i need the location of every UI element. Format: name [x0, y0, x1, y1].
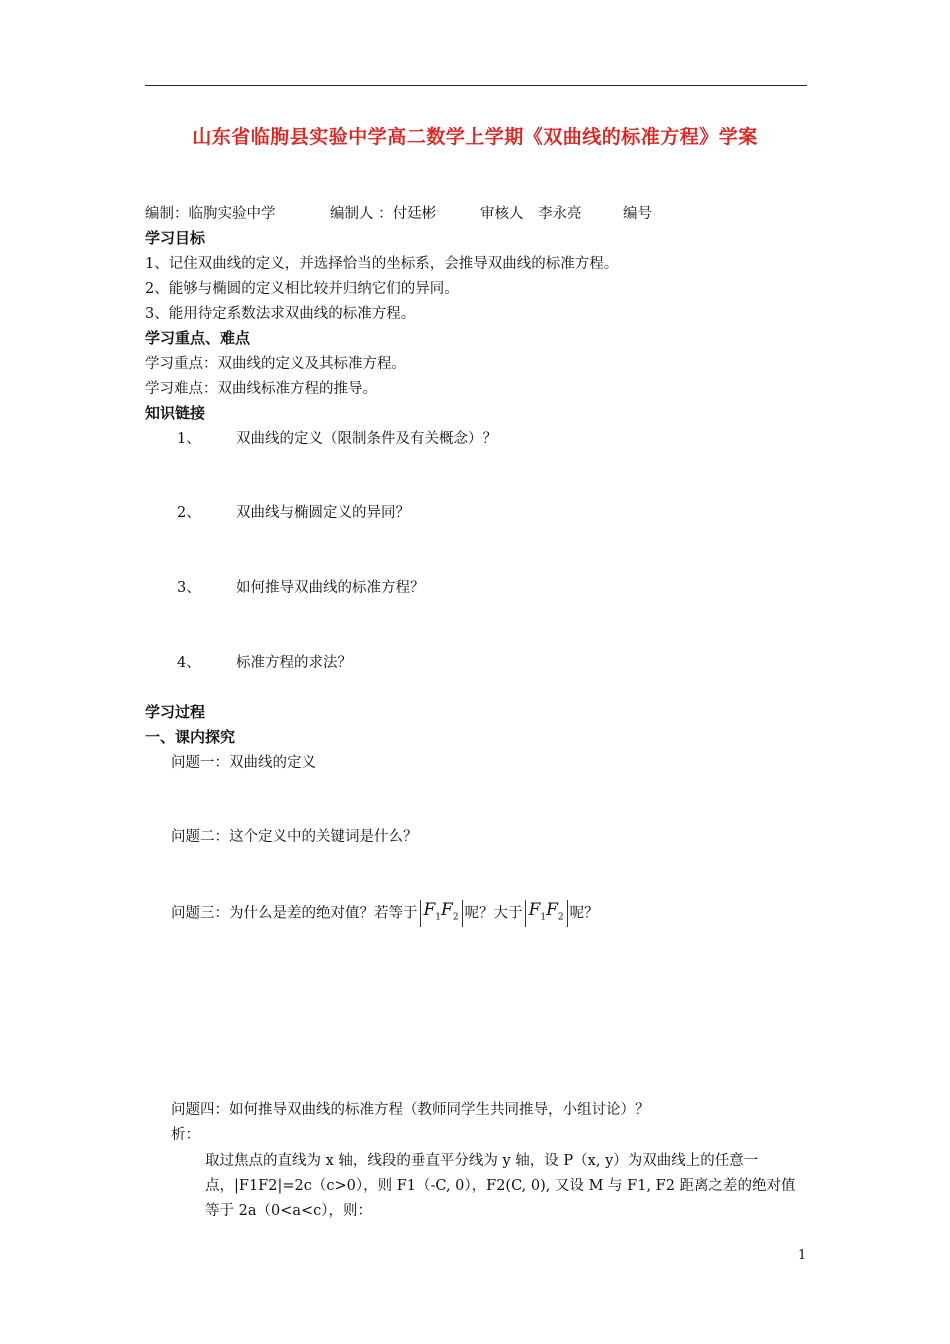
page-number: 1 — [798, 1248, 807, 1263]
process-section: 一、课内探究 — [145, 728, 236, 746]
link-number: 1、 — [177, 431, 201, 447]
analysis-line: 取过焦点的直线为 x 轴，线段的垂直平分线为 y 轴，设 P（x, y）为双曲线上的任意一 — [205, 1153, 759, 1169]
link-number: 3、 — [177, 580, 201, 596]
analysis-line: 点，|F1F2|=2c（c>0），则 F1（-C, 0），F2(C, 0), 又设 M 与 F1, F2 距离之差的绝对值 — [205, 1178, 796, 1194]
abs-f1f2-formula: $F_1F_2$ — [525, 900, 568, 927]
key-points-heading: 学习重点、难点 — [145, 329, 251, 347]
goal-item: 3、能用待定系数法求双曲线的标准方程。 — [145, 306, 416, 322]
abs-f1f2-formula: $F_1F_2$ — [420, 900, 463, 927]
question-three-text-a: 问题三：为什么是差的绝对值？若等于 — [171, 905, 418, 922]
meta-editor: 编制人 ：付廷彬 — [330, 206, 437, 222]
link-question: 双曲线与椭圆定义的异同？ — [236, 505, 410, 521]
question-two: 问题二：这个定义中的关键词是什么？ — [171, 829, 418, 845]
link-number: 4、 — [177, 655, 201, 671]
analysis-label: 析： — [171, 1127, 200, 1143]
links-heading: 知识链接 — [145, 404, 206, 422]
link-number: 2、 — [177, 505, 201, 521]
goals-heading: 学习目标 — [145, 229, 206, 247]
meta-number: 编号 — [623, 206, 652, 222]
key-difficulty: 学习难点：双曲线标准方程的推导。 — [145, 381, 377, 397]
analysis-line: 等于 2a（0<a<c），则： — [205, 1203, 373, 1219]
meta-reviewer: 审核人 李永亮 — [480, 206, 582, 222]
meta-compiler: 编制：临朐实验中学 — [145, 206, 276, 222]
goal-item: 1、记住双曲线的定义，并选择恰当的坐标系，会推导双曲线的标准方程。 — [145, 256, 619, 272]
header-rule — [145, 85, 807, 86]
question-three — [171, 900, 599, 927]
process-heading: 学习过程 — [145, 703, 206, 721]
link-question: 标准方程的求法？ — [236, 655, 352, 671]
link-question: 双曲线的定义（限制条件及有关概念）？ — [236, 431, 497, 447]
question-four: 问题四：如何推导双曲线的标准方程（教师同学生共同推导，小组讨论）？ — [171, 1102, 650, 1118]
document-title: 山东省临朐县实验中学高二数学上学期《双曲线的标准方程》学案 — [192, 126, 758, 148]
question-one: 问题一：双曲线的定义 — [171, 755, 316, 771]
question-three-text-c: 呢？ — [569, 905, 599, 922]
key-focus: 学习重点：双曲线的定义及其标准方程。 — [145, 356, 406, 372]
goal-item: 2、能够与椭圆的定义相比较并归纳它们的异同。 — [145, 281, 459, 297]
link-question: 如何推导双曲线的标准方程？ — [236, 580, 425, 596]
question-three-text-b: 呢？大于 — [464, 905, 523, 922]
